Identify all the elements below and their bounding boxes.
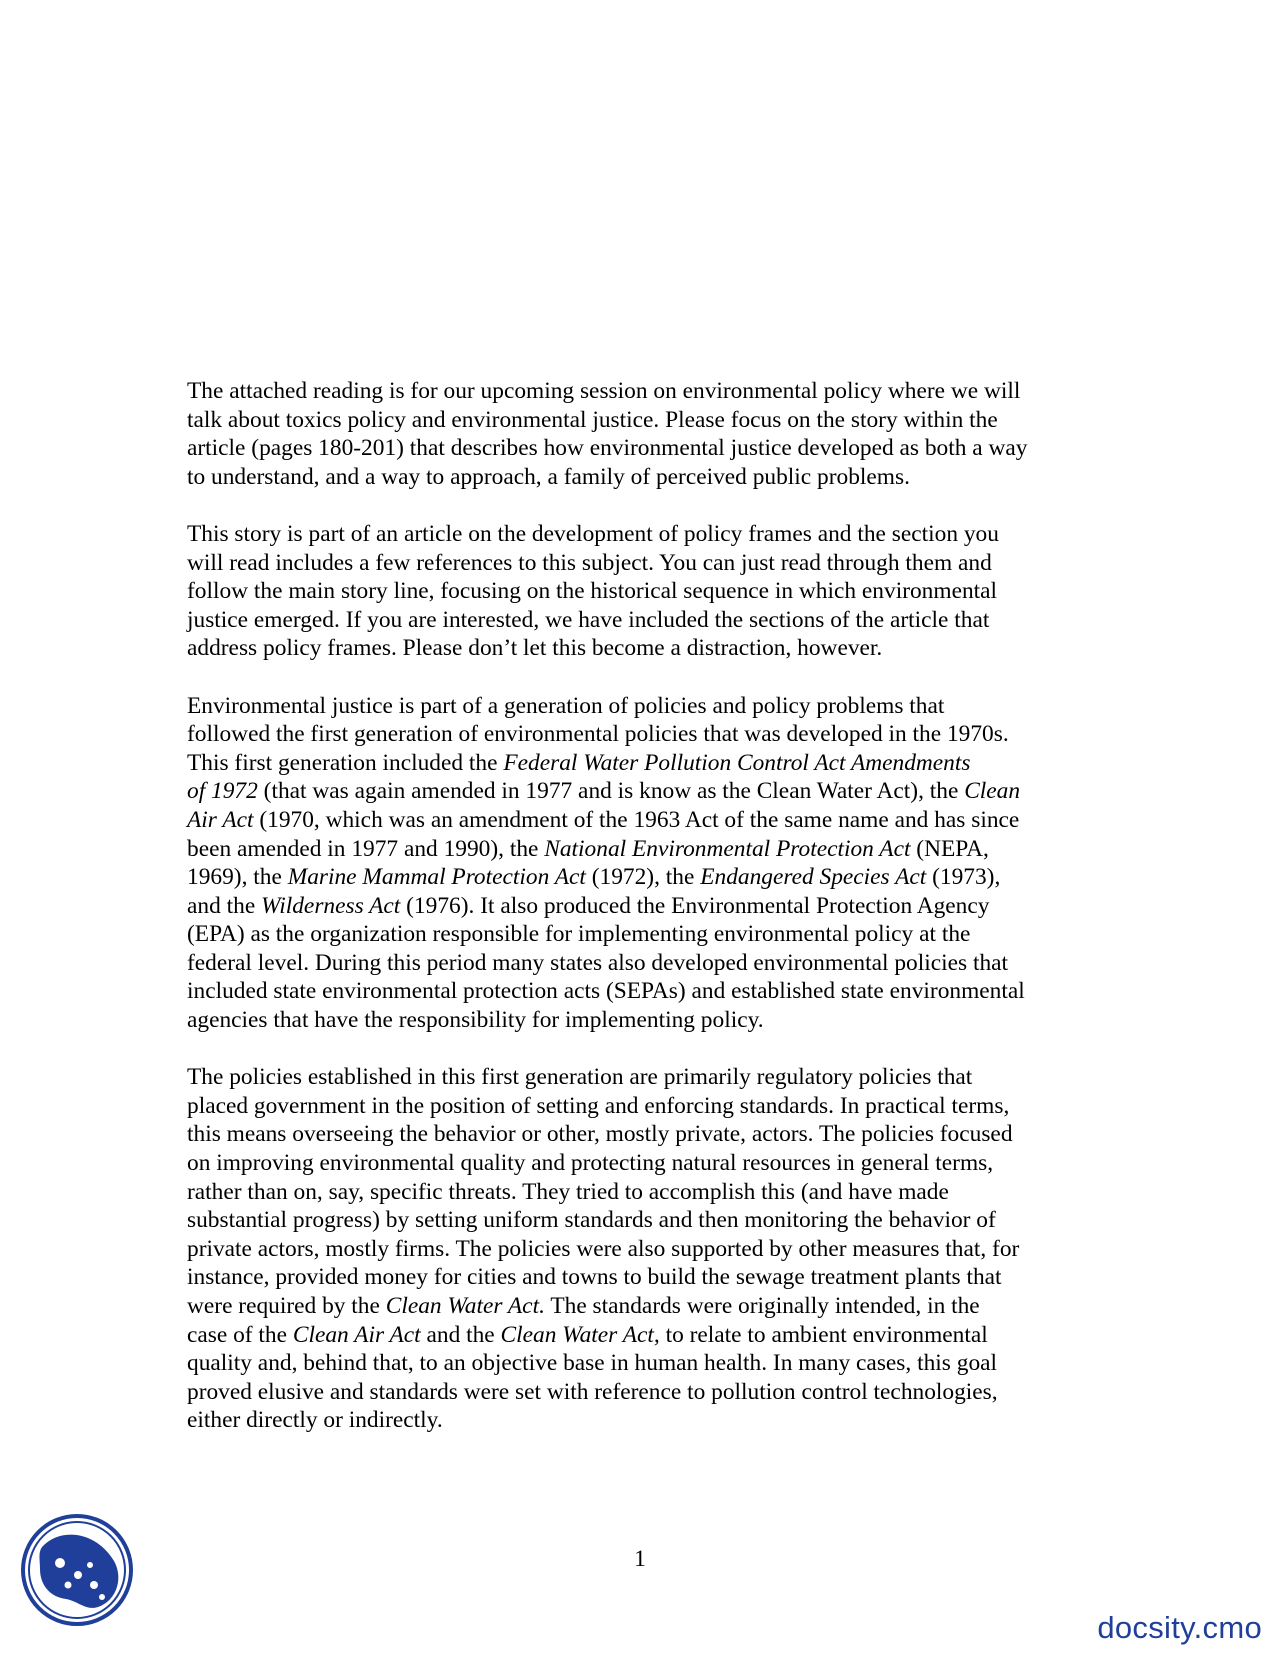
text-line: will read includes a few references to this subject. You can just read through them and: [187, 549, 992, 576]
text-line: to understand, and a way to approach, a family of perceived public problems.: [187, 463, 910, 490]
text-run: (1972), the: [585, 864, 701, 891]
text-line: follow the main story line, focusing on the historical sequence in which environmental: [187, 578, 998, 605]
paragraph-4: [187, 1063, 1102, 1435]
paragraph-2: [187, 520, 1102, 663]
text-run: (1976). It also produced the Environmental Protection Agency: [400, 892, 990, 919]
text-line: rather than on, say, specific threats. They tried to accomplish this (and have made: [187, 1178, 949, 1205]
paragraph-3: [187, 692, 1102, 1035]
text-line: proved elusive and standards were set with reference to pollution control technologies,: [187, 1378, 998, 1405]
text-line: [187, 892, 1102, 921]
italic-act-title: Clean: [964, 778, 1021, 805]
text-line: [187, 863, 1102, 892]
text-run: and the: [187, 892, 262, 919]
text-line: [187, 1292, 1102, 1321]
italic-act-title: National Environmental Protection Act: [544, 835, 911, 862]
text-line: article (pages 180-201) that describes how environmental justice developed as both a way: [187, 435, 1028, 462]
text-line: followed the first generation of environmental policies that was developed in the 1970s.: [187, 721, 1009, 748]
text-line: [187, 777, 1102, 806]
text-run: been amended in 1977 and 1990), the: [187, 835, 545, 862]
text-run: to relate to ambient environmental: [659, 1321, 988, 1348]
italic-act-title: Marine Mammal Protection Act: [287, 864, 586, 891]
italic-act-title: Clean Water Act,: [500, 1321, 660, 1348]
text-line: [187, 806, 1102, 835]
text-line: (EPA) as the organization responsible for implementing environmental policy at the: [187, 921, 971, 948]
page-number: 1: [634, 1546, 646, 1572]
text-run: (1973),: [926, 864, 1001, 891]
text-run: This first generation included the: [187, 749, 504, 776]
italic-act-title: Clean Water Act.: [385, 1293, 545, 1319]
docsity-logo-icon[interactable]: [20, 1513, 134, 1627]
italic-act-title: of 1972: [187, 778, 258, 805]
text-line: federal level. During this period many states also developed environmental policies that: [187, 949, 1009, 976]
italic-act-title: Wilderness Act: [261, 892, 401, 919]
text-line: [187, 835, 1102, 864]
text-line: included state environmental protection acts (SEPAs) and established state environmental: [187, 978, 1025, 1005]
text-line: agencies that have the responsibility for implementing policy.: [187, 1007, 764, 1034]
text-run: and the: [420, 1321, 501, 1348]
paragraph-1: [187, 377, 1102, 491]
text-line: instance, provided money for cities and towns to build the sewage treatment plants that: [187, 1264, 1002, 1291]
text-run: (NEPA,: [910, 835, 989, 862]
text-run: 1969), the: [187, 864, 288, 891]
text-run: case of the: [187, 1321, 293, 1348]
text-line: on improving environmental quality and protecting natural resources in general terms,: [187, 1150, 994, 1177]
text-line: Environmental justice is part of a generation of policies and policy problems that: [187, 692, 945, 719]
text-line: [187, 1321, 1102, 1350]
text-run: (1970, which was an amendment of the 1963 Act of the same name and has since: [253, 806, 1020, 833]
text-line: The policies established in this first generation are primarily regulatory policies that: [187, 1064, 973, 1091]
text-line: address policy frames. Please don’t let this become a distraction, however.: [187, 635, 883, 662]
italic-act-title: Air Act: [187, 806, 254, 833]
document-body: [187, 377, 1102, 1464]
text-line: [187, 749, 1102, 778]
text-line: placed government in the position of setting and enforcing standards. In practical terms,: [187, 1092, 1010, 1119]
text-line: quality and, behind that, to an objective base in human health. In many cases, this goal: [187, 1350, 998, 1377]
italic-act-title: Endangered Species Act: [700, 864, 927, 891]
text-line: substantial progress) by setting uniform standards and then monitoring the behavior of: [187, 1207, 996, 1234]
text-run: were required by the: [187, 1293, 386, 1319]
docsity-watermark[interactable]: docsity.cmo: [1097, 1610, 1262, 1645]
text-line: This story is part of an article on the development of policy frames and the section you: [187, 520, 999, 547]
italic-act-title: Federal Water Pollution Control Act Amendments: [503, 749, 971, 776]
text-run: (that was again amended in 1977 and is know as the Clean Water Act), the: [257, 778, 965, 805]
text-line: The attached reading is for our upcoming session on environmental policy where we will: [187, 378, 1021, 404]
text-line: this means overseeing the behavior or other, mostly private, actors. The policies focused: [187, 1121, 1013, 1148]
text-line: private actors, mostly firms. The policies were also supported by other measures that, for: [187, 1235, 1020, 1262]
italic-act-title: Clean Air Act: [292, 1321, 421, 1348]
text-line: either directly or indirectly.: [187, 1407, 443, 1434]
text-run: The standards were originally intended, in the: [544, 1293, 980, 1319]
text-line: justice emerged. If you are interested, we have included the sections of the article that: [187, 606, 990, 633]
text-line: talk about toxics policy and environmental justice. Please focus on the story within the: [187, 406, 998, 433]
